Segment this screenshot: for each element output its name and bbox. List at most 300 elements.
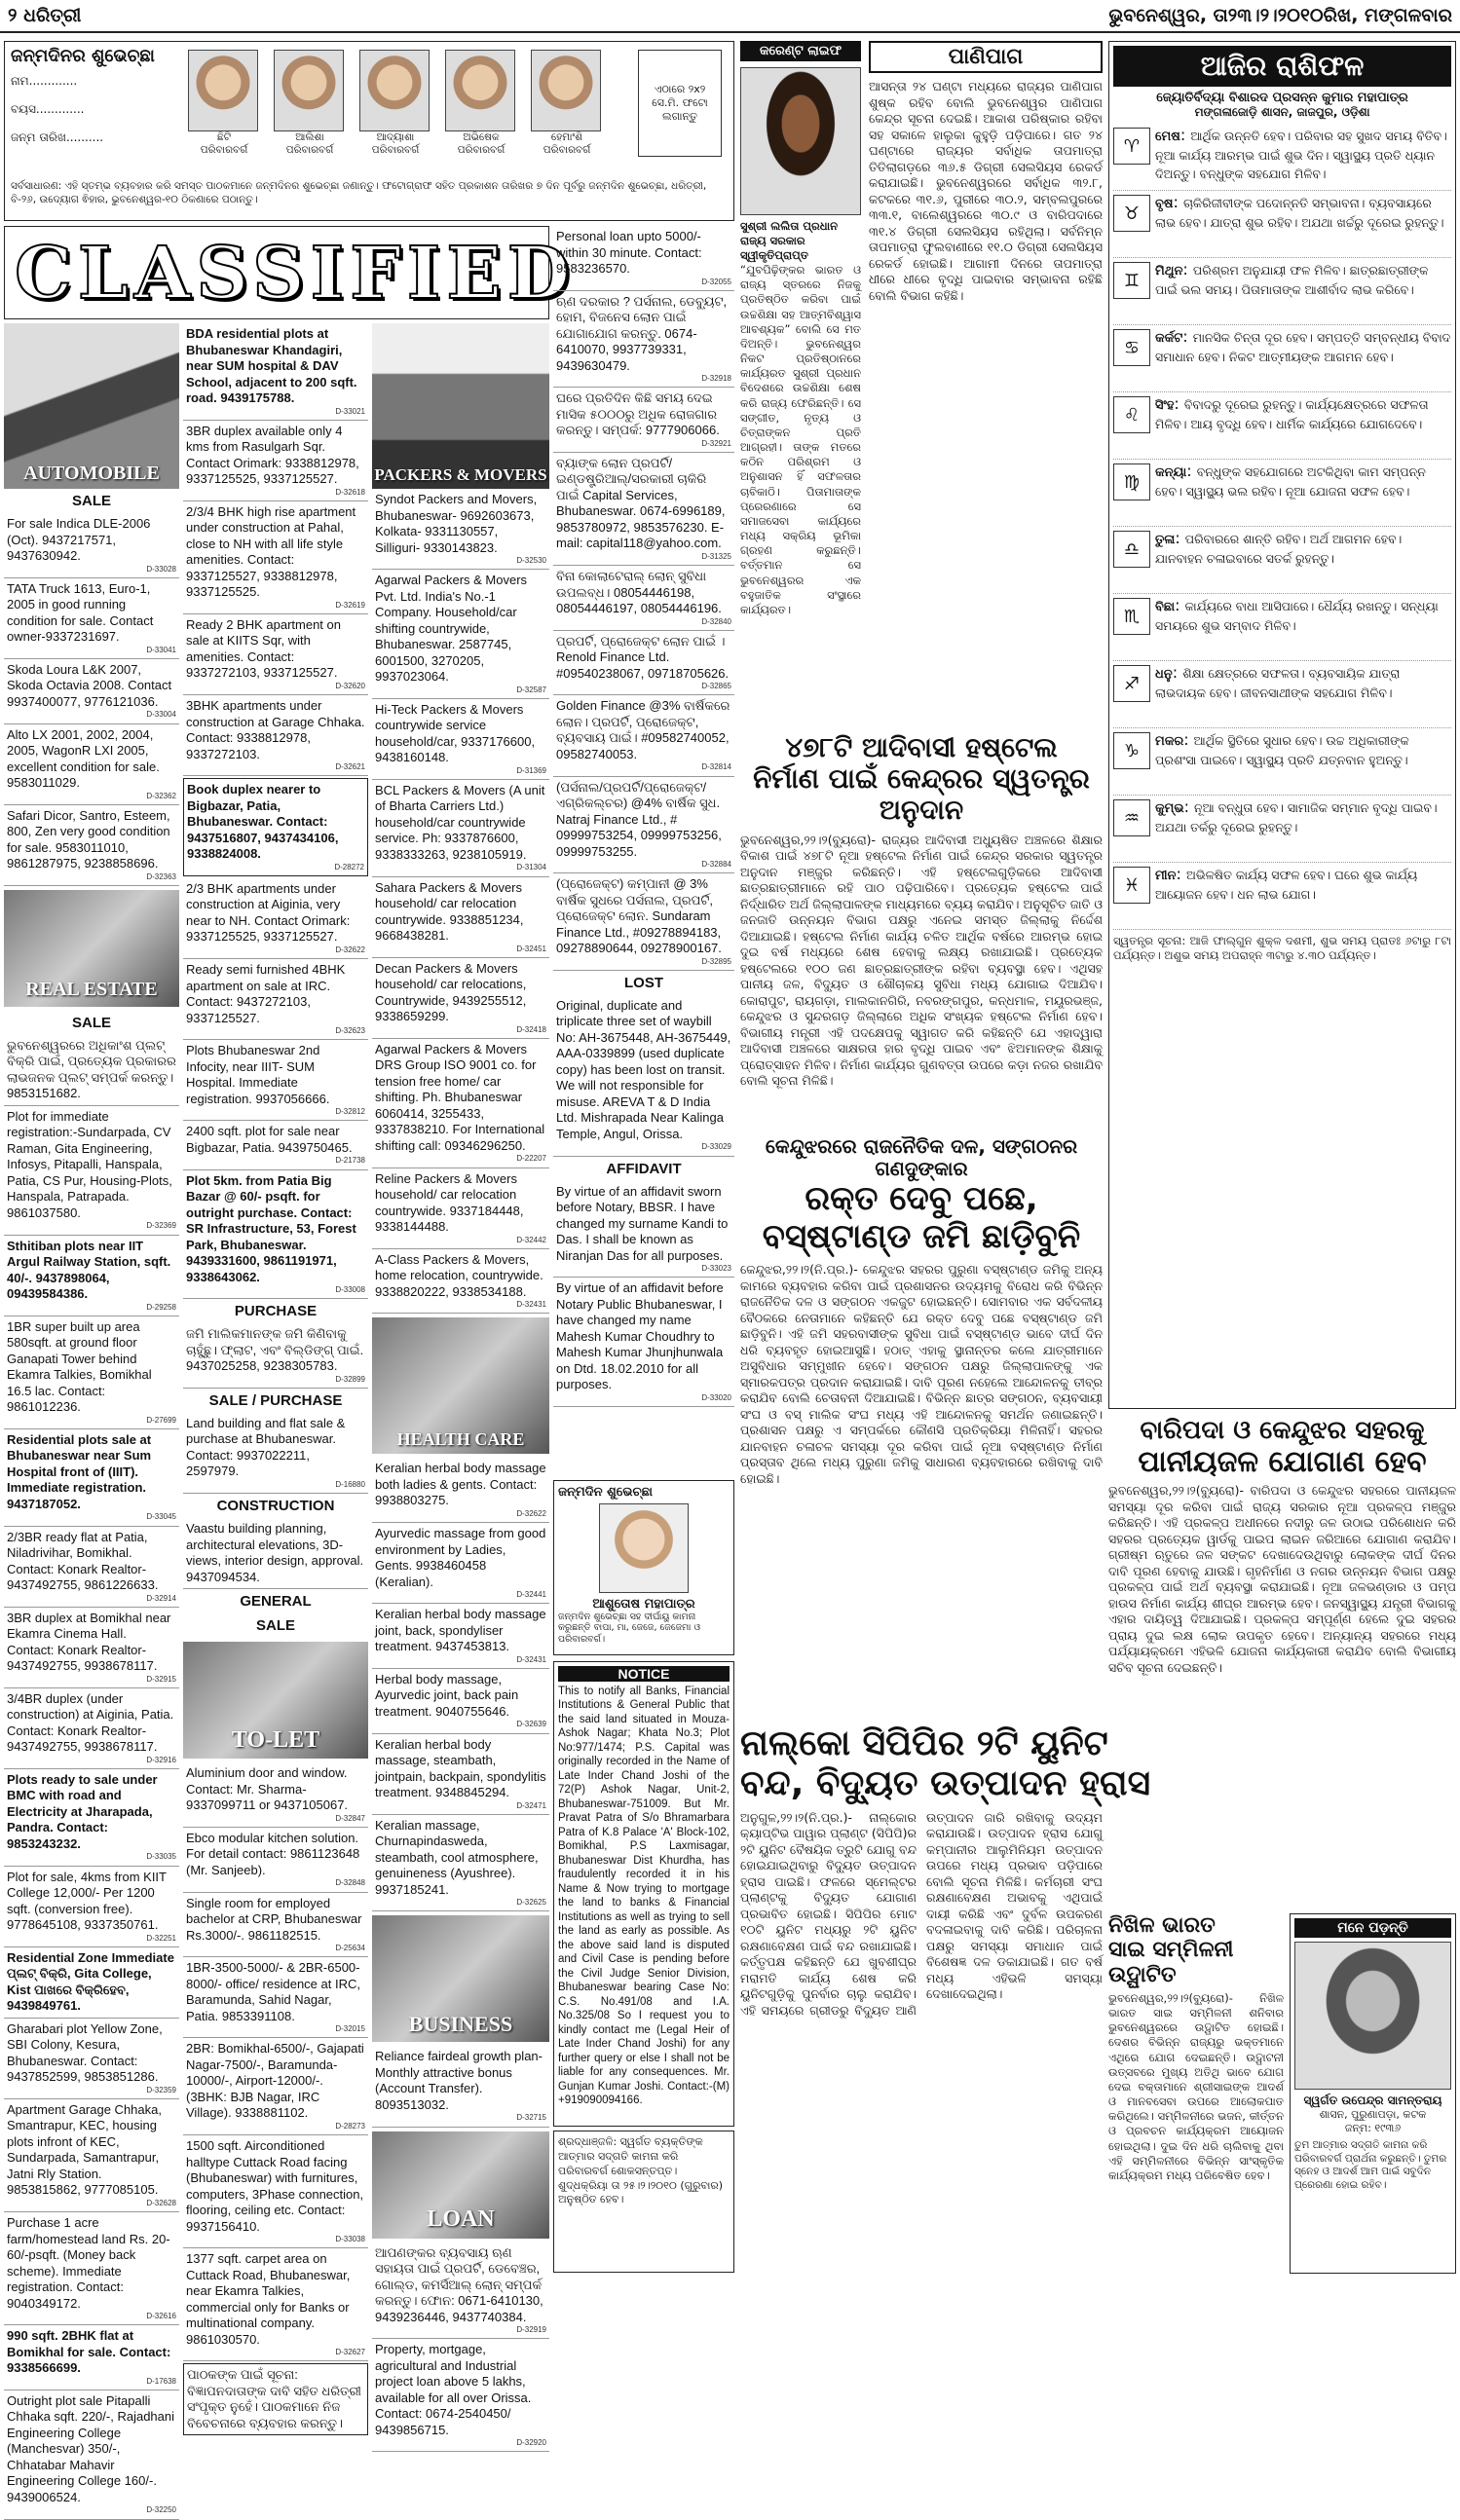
- horoscope-entry: ♋ କର୍କଟ: ମାନସିକ ଚିନ୍ତା ଦୂର ହେବ। ସମ୍ପତ୍ତି ସମ୍ବନ୍ଧୀୟ ବିବାଦ ସମାଧାନ ହେବ। ନିକଟ ଆତ୍ମୀୟଙ୍କ ଆଗମନ ହେବ।: [1113, 325, 1451, 392]
- ad-code: D-31304: [516, 863, 546, 872]
- ad-code: D-32914: [146, 1593, 176, 1603]
- birthday-child-2: ଆଲିଶା ପରିବାରବର୍ଗ: [274, 50, 346, 157]
- obituary-name: ସ୍ୱର୍ଗତ ଉପେନ୍ଦ୍ର ସାମନ୍ତରାୟ: [1303, 2094, 1442, 2107]
- nalco-text: ଅନୁଗୁଳ,୨୨।୨(ନି.ପ୍ର.)- ନାଲ୍କୋର କ୍ୟାପ୍ଟିଭ ପାୱାର ପ୍ଲାଣ୍ଟ (ସିପିପି)ର ୨ଟି ୟୁନିଟ ବୈଷୟିକ ତ୍ରୁଟି ଯୋଗୁ ବନ୍ଦ ହୋଇଯାଇଥିବାରୁ ବିଦ୍ୟୁତ ଉତ୍ପାଦନ ହ୍ରାସ ପାଇଛି। ଫଳରେ ସ୍ମେଲ୍ଟର ପ୍ଲାଣ୍ଟକୁ ବିଦ୍ୟୁତ ଯୋଗାଣ ପ୍ରଭାବିତ ହୋଇଛି। ସିପିପିର ମୋଟ ୧୦ଟି ୟୁନିଟ ମଧ୍ୟରୁ ୨ଟି ୟୁନିଟ ରକ୍ଷଣାବେକ୍ଷଣ ପାଇଁ ବନ୍ଦ ରଖାଯାଇଛି। କର୍ତ୍ତୃପକ୍ଷ କହିଛନ୍ତି ଯେ ଖୁବଶୀଘ୍ର ମରାମତି କାର୍ଯ୍ୟ ଶେଷ କରି ୟୁନିଟଗୁଡ଼ିକୁ ପୁନର୍ବାର ଚାଲୁ କରାଯିବ। ଏହି ସମୟରେ ଗ୍ରୀଡରୁ ବିଦ୍ୟୁତ ଆଣି ଉତ୍ପାଦନ ଜାରି ରଖିବାକୁ ଉଦ୍ୟମ କରାଯାଉଛି। ଉତ୍ପାଦନ ହ୍ରାସ ଯୋଗୁ କମ୍ପାନୀର ଆଲୁମିନିୟମ ଉତ୍ପାଦନ ଉପରେ ମଧ୍ୟ ପ୍ରଭାବ ପଡ଼ିପାରେ ବୋଲି ସୂଚନା ମିଳିଛି। କର୍ମଚାରୀ ସଂଘ ରକ୍ଷଣାବେକ୍ଷଣ ଅଭାବକୁ ଏଥିପାଇଁ ଦାୟୀ କରିଛି ଏବଂ ଦୁର୍ବଳ ଉପକରଣ ବଦଳାଇବାକୁ ଦାବି କରିଛି। ପରିଚାଳନା ପକ୍ଷରୁ ସମସ୍ୟା ସମାଧାନ ପାଇଁ ବିଶେଷଜ୍ଞ ଦଳ ଡକାଯାଇଛି। ଗତ ବର୍ଷ ମଧ୍ୟ ଏହିଭଳି ସମସ୍ୟା ଦେଖାଦେଇଥିଲା।: [740, 1809, 1103, 2018]
- zodiac-icon: ♊: [1113, 262, 1150, 299]
- ad-code: D-33023: [701, 1264, 731, 1274]
- zodiac-name: ମୀନ: [1155, 869, 1177, 883]
- ad-code: D-32418: [516, 1024, 546, 1034]
- zodiac-name: ମେଷ: [1155, 130, 1180, 144]
- obituary-box: [1290, 1913, 1456, 2274]
- obituary-text: ତୁମ ଆତ୍ମାର ସଦ୍ଗତି କାମନା କରି ପରିବାରବର୍ଗ ପ୍ରାର୍ଥନା କରୁଛନ୍ତି। ତୁମର ସ୍ନେହ ଓ ଆଦର୍ଶ ଆମ ପାଇଁ ସବୁଦିନ ପ୍ରେରଣା ହୋଇ ରହିବ।: [1294, 2139, 1447, 2191]
- classified-ad: [553, 566, 734, 631]
- zodiac-name: ଧନୁ: [1155, 667, 1173, 682]
- weather-title: ପାଣିପାଗ: [869, 41, 1103, 73]
- horoscope-entry: ♑ ମକର: ଆର୍ଥିକ ସ୍ଥିତିରେ ସୁଧାର ହେବ। ଉଚ୍ଚ ଅଧିକାରୀଙ୍କ ପ୍ରଶଂସା ପାଇବେ। ସ୍ୱାସ୍ଥ୍ୟ ପ୍ରତି ଯତ୍ନବାନ ହୁଅନ୍ତୁ।: [1113, 728, 1451, 796]
- ad-text: ଆପଣଙ୍କର ବ୍ୟବସାୟ ଋଣ ସହାୟତା ପାଇଁ ପ୍ରପର୍ଟି, ଡେବେଞ୍ଚର, ଗୋଲ୍ଡ, କମର୍ସିଆଲ୍ ଲୋନ୍ ସମ୍ପର୍କ କରନ୍ତୁ। ଫୋନ: 0671-6410130, 9439236446, 9437740384.: [375, 2244, 543, 2324]
- keonjhar-headline-3: ବସ୍ଷ୍ଟାଣ୍ଡ ଜମି ଛାଡ଼ିବୁନି: [762, 1217, 1081, 1257]
- classified-ad: [4, 1316, 179, 1429]
- ad-code: D-33028: [146, 564, 176, 574]
- classified-ad: [4, 724, 179, 805]
- ad-code: D-32471: [516, 1800, 546, 1810]
- classified-ad: [372, 2046, 549, 2127]
- birthday-field-dob: ଜନ୍ମ ତାରିଖ..........: [11, 130, 104, 144]
- horoscope: [1108, 41, 1456, 1409]
- horoscope-entry: ♏ ବିଛା: କାର୍ଯ୍ୟରେ ବାଧା ଆସିପାରେ। ଧୈର୍ଯ୍ୟ ରଖନ୍ତୁ। ସନ୍ଧ୍ୟା ସମୟରେ ଶୁଭ ସମ୍ବାଦ ମିଳିବ।: [1113, 594, 1451, 661]
- ad-code: D-32530: [516, 556, 546, 565]
- keonjhar-story: [740, 1135, 1103, 1720]
- ad-code: D-32618: [335, 487, 365, 497]
- horoscope-entry: ♈ ମେଷ: ଆର୍ଥିକ ଉନ୍ନତି ହେବ। ପରିବାର ସହ ସୁଖଦ ସମୟ ବିତିବ। ନୂଆ କାର୍ଯ୍ୟ ଆରମ୍ଭ ପାଇଁ ଶୁଭ ଦିନ। ସ୍ୱାସ୍ଥ୍ୟ ପ୍ରତି ଧ୍ୟାନ ଦିଅନ୍ତୁ। ବନ୍ଧୁଙ୍କ ସହଯୋଗ ମିଳିବ।: [1113, 124, 1451, 191]
- classified-ad: [183, 778, 368, 876]
- zodiac-icon: ♋: [1113, 329, 1150, 366]
- ad-text: By virtue of an affidavit before Notary Public Bhubaneswar, I have changed my name Mahesh Kumar Choudhry to Mahesh Kumar Jhunjhunwala on Dtd. 18.02.2010 for all purposes.: [556, 1280, 724, 1392]
- ad-code: D-28272: [334, 862, 364, 871]
- classified-ad: [4, 1947, 179, 2019]
- ad-text: Sthitiban plots near IIT Argul Railway Station, sqft. 40/-. 9437898064, 09439584386.: [7, 1238, 171, 1302]
- zodiac-icon: ♉: [1113, 195, 1150, 232]
- ad-code: D-33035: [146, 1852, 176, 1862]
- ad-text: 3/4BR duplex (under construction) at Aiginia, Patia. Contact: Konark Realtor-9437492755, 9938678117.: [7, 1690, 174, 1755]
- classified-ad: [183, 2248, 368, 2361]
- ad-code: D-32441: [516, 1590, 546, 1600]
- birthday-child-4: ଅଭିଷେକ ପରିବାରବର୍ଗ: [445, 50, 517, 157]
- classified-ad: [183, 959, 368, 1040]
- horoscope-title: ଆଜିର ରାଶିଫଳ: [1113, 46, 1451, 87]
- loan-image: [372, 2131, 549, 2239]
- ad-code: D-32847: [335, 1813, 365, 1823]
- classified-ad: [4, 2099, 179, 2212]
- ad-text: Keralian massage, Churnapindasweda, steambath, cool atmosphere, genuineness (Ayushree). 9937185241.: [375, 1817, 539, 1897]
- classified-ad: [4, 1867, 179, 1947]
- dateline: ଭୁବନେଶ୍ୱର, ତା୨୩।୨।୨୦୧୦ରିଖ, ମଙ୍ଗଳବାର: [1108, 5, 1452, 26]
- ad-text: BCL Packers & Movers (A unit of Bharta Carriers Ltd.) household/car countrywide service. Ph: 9337876600, 9338333263, 9238105919.: [375, 782, 545, 862]
- band-label: BUSINESS: [408, 2012, 513, 2037]
- ad-text: 3BHK apartments under construction at Garage Chhaka. Contact: 9338812978, 9337272103.: [186, 698, 365, 761]
- ad-text: Golden Finance @3% ବାର୍ଷିକରେ ଲୋନ। ପ୍ରପର୍ଟି, ପ୍ରୋଜେକ୍ଟ, ବ୍ୟବସାୟ ପାଇଁ। #09582740052, 09582740053.: [556, 698, 730, 761]
- ad-code: D-32251: [146, 1933, 176, 1943]
- classified-ad: [4, 2212, 179, 2325]
- baripada-text: ଭୁବନେଶ୍ୱର,୨୨।୨(ବ୍ୟୁରୋ)- ବାରିପଦା ଓ କେନ୍ଦୁଝର ସହରରେ ପାନୀୟଜଳ ସମସ୍ୟା ଦୂର କରିବା ପାଇଁ ରାଜ୍ୟ ସରକାର ନୂଆ ପ୍ରକଳ୍ପ ମଞ୍ଜୁର କରିଛନ୍ତି। ଏହି ପ୍ରକଳ୍ପ ଅଧୀନରେ ନଦୀରୁ ଜଳ ଉଠାଇ ପରିଶୋଧନ କରି ସହରର ପ୍ରତ୍ୟେକ ୱାର୍ଡକୁ ପାଇପ ଲାଇନ ଜରିଆରେ ଯୋଗାଣ କରାଯିବ। ଗ୍ରୀଷ୍ମ ଋତୁରେ ଜଳ ସଙ୍କଟ ଦେଖାଦେଉଥିବାରୁ ଲୋକଙ୍କ ଦୀର୍ଘ ଦିନର ଦାବି ପୂରଣ ହେବାକୁ ଯାଉଛି। ଗୃହନିର୍ମାଣ ଓ ନଗର ଉନ୍ନୟନ ବିଭାଗ ପକ୍ଷରୁ ପ୍ରକଳ୍ପ ପାଇଁ ଅର୍ଥ ବ୍ୟବସ୍ଥା କରାଯାଇଛି। ନୂଆ ଜଳଭଣ୍ଡାର ଓ ପମ୍ପ ହାଉସ ନିର୍ମାଣ କାର୍ଯ୍ୟ ଶୀଘ୍ର ଆରମ୍ଭ ହେବ। ଜନସ୍ୱାସ୍ଥ୍ୟ ଯନ୍ତ୍ରୀ ବିଭାଗକୁ ଏହାର ଦାୟିତ୍ୱ ଦିଆଯାଇଛି। ପ୍ରକଳ୍ପ ସମ୍ପୂର୍ଣ୍ଣ ହେଲେ ଦୁଇ ସହରର ପ୍ରାୟ ଦୁଇ ଲକ୍ଷ ଲୋକ ଉପକୃତ ହେବେ। ଅନ୍ୟାନ୍ୟ ସହରରେ ମଧ୍ୟ ପର୍ଯ୍ୟାୟକ୍ରମେ ଏହିଭଳି ଯୋଜନା କାର୍ଯ୍ୟକାରୀ କରାଯିବ ବୋଲି ବିଭାଗୀୟ ସଚିବ ସୂଚନା ଦେଇଛନ୍ତି।: [1108, 1483, 1456, 1675]
- ad-code: D-32359: [146, 2085, 176, 2094]
- automobile-image: AUTOMOBILE: [4, 323, 179, 489]
- ad-text: Skoda Loura L&K 2007, Skoda Octavia 2008. Contact 9937400077, 9776121036.: [7, 661, 172, 709]
- ad-code: D-32812: [335, 1107, 365, 1117]
- zodiac-name: ବିଛା: [1155, 600, 1176, 614]
- ad-text: Single room for employed bachelor at CRP, Bhubaneswar Rs.3000/-. 9861182515.: [186, 1895, 362, 1943]
- classified-ad: [372, 1669, 549, 1734]
- ad-code: D-32620: [335, 681, 365, 690]
- classified-ad: [553, 1181, 734, 1279]
- ad-text: Herbal body massage, Ayurvedic joint, back pain treatment. 9040755646.: [375, 1671, 519, 1719]
- ad-text: ଜମି ମାଲିକମାନଙ୍କ ଜମି କିଣିବାକୁ ଚାହୁଁଛୁ। ଫ୍ଲାଟ, ଏବଂ ବିଲ୍ଡିଙ୍ଗ୍ ପାଇଁ. 9437025258, 9238305783.: [186, 1326, 364, 1374]
- horoscope-entry: ♐ ଧନୁ: ଶିକ୍ଷା କ୍ଷେତ୍ରରେ ସଫଳତା। ବ୍ୟବସାୟିକ ଯାତ୍ରା ଲାଭଦାୟକ ହେବ। ଜୀବନସାଥୀଙ୍କ ସହଯୋଗ ମିଳିବ।: [1113, 661, 1451, 728]
- ad-text: Plot for immediate registration:-Sundarpada, CV Raman, Gita Engineering, Infosys, Pitapalli, Hanspala, Patia, CS Pur, Housing-Plots, Hanspala, Patrapada. 9861037580.: [7, 1108, 172, 1220]
- ad-text: 2/3/4 BHK high rise apartment under construction at Pahal, close to NH with all life style amenities. Contact: 9337125527, 9338812978, 9337125525.: [186, 503, 356, 600]
- classified-ad: [372, 1039, 549, 1168]
- band-label: LOAN: [427, 2206, 495, 2233]
- nalco-headline-1: ନାଲ୍କୋ ସିପିପିର ୨ଟି ୟୁନିଟ: [740, 1723, 1108, 1763]
- classified-ad: [372, 877, 549, 958]
- ad-text: Ayurvedic massage from good environment by Ladies, Gents. 9938460458 (Keralian).: [375, 1526, 546, 1589]
- ad-text: 3BR duplex available only 4 kms from Rasulgarh Sqr. Contact Orimark: 9338812978, 9337125525, 9337125527.: [186, 423, 359, 487]
- small-obituary-text: ଶ୍ରଦ୍ଧାଞ୍ଜଳି: ସ୍ୱର୍ଗତ ବ୍ୟକ୍ତିଙ୍କ ଆତ୍ମାର ସଦ୍ଗତି କାମନା କରି ପରିବାରବର୍ଗ ଶୋକସନ୍ତପ୍ତ। ଶୁଦ୍ଧକ୍ରିୟା ତା ୨୫।୨।୨୦୧୦ (ଗୁରୁବାର) ଅନୁଷ୍ଠିତ ହେବ।: [558, 2135, 724, 2206]
- ad-text: Aluminium door and window. Contact: Mr. Sharma-9337099711 or 9437105067.: [186, 1765, 349, 1813]
- classified-ad: [553, 291, 734, 389]
- zodiac-name: ମିଥୁନ: [1155, 264, 1183, 278]
- ad-code: D-33029: [701, 1142, 731, 1152]
- child-photo: [359, 50, 430, 131]
- child-photo: [445, 50, 515, 131]
- zodiac-icon: ♍: [1113, 463, 1150, 500]
- packers-movers-image: PACKERS & MOVERS: [372, 323, 549, 489]
- ad-text: ପାଠକଙ୍କ ପାଇଁ ସୂଚନା: ବିଜ୍ଞାପନଦାତାଙ୍କ ଦାବି ସହିତ ଧରିତ୍ରୀ ସଂପୃକ୍ତ ନୁହେଁ। ପାଠକମାନେ ନିଜ ବିବେଚନାରେ ବ୍ୟବହାର କରନ୍ତୁ।: [187, 2367, 362, 2430]
- classified-ad: [4, 513, 179, 578]
- ad-code: D-32895: [701, 956, 731, 966]
- zodiac-name: ତୁଳା: [1155, 533, 1176, 547]
- ad-code: D-32628: [146, 2198, 176, 2207]
- ad-code: D-33004: [146, 710, 176, 720]
- classified-ad: [553, 995, 734, 1157]
- ad-text: Apartment Garage Chhaka, Smantrapur, KEC, housing plots infront of KEC, Sundarpada, Samantrapur, Jatni Rly Station. 9853815862, 9777085105.: [7, 2101, 162, 2198]
- ad-text: Ready semi furnished 4BHK apartment on sale at IRC. Contact: 9437272103, 9337125527.: [186, 962, 346, 1025]
- ad-code: D-28273: [335, 2121, 365, 2131]
- current-life-photo: [740, 67, 861, 215]
- classified-title: CLASSIFIED: [15, 232, 576, 315]
- ad-text: Book duplex nearer to Bigbazar, Patia, Bhubaneswar. Contact: 9437516807, 9437434106, 9338824008.: [187, 782, 339, 862]
- notice-text: This to notify all Banks, Financial Institutions & General Public that the said land situated in Mouza-Ashok Nagar; Khata No.3; Plot No:977/1474; P.S. Capital was originally recorded in the Name of Late Inder Chand Joshi of the 72(P) Ashok Nagar, Unit-2, Bhubaneswar-751009. But Mr. Pravat Patra of S/o Bhramarbara Patra of K.8 Palace 'A' Block-102, Bomikhal, P.S Laxmisagar, Bhubaneswar Dist Khurdha, has fraudulently recorded it in his Name & Now trying to mortgage the land to banks & Financial Institutions as well as trying to sell the land as early as possible. As the above said land is disputed and Civil Case is pending before the Civil Judge Senior Division, Bhubaneswar bearing Case No: C.S. No.491/08 and I.A. No.325/08 So I request you to kindly contact me (Legal Heir of Late Inder Chand Joshi) for any further query or else I shall not be liable for any consequences. Mr. Gunjan Kumar Joshi. Contact:-(M) +919090094166.: [558, 1686, 730, 2107]
- baripada-headline-1: ବାରିପଦା ଓ କେନ୍ଦୁଝର ସହରକୁ: [1140, 1416, 1425, 1445]
- keonjhar-headline-1: କେନ୍ଦୁଝରରେ ରାଜନୈତିକ ଦଳ, ସଙ୍ଗଠନର ଗଣଦୁଙ୍କାର: [765, 1134, 1078, 1180]
- zodiac-icon: ♑: [1113, 732, 1150, 769]
- real-estate-image: [4, 890, 179, 1007]
- sai-text: ଭୁବନେଶ୍ୱର,୨୨।୨(ବ୍ୟୁରୋ)- ନିଖିଳ ଭାରତ ସାଇ ସମ୍ମିଳନୀ ଶନିବାର ଭୁବନେଶ୍ୱରରେ ଉଦ୍ଘାଟିତ ହୋଇଛି। ଦେଶର ବିଭିନ୍ନ ରାଜ୍ୟରୁ ଭକ୍ତମାନେ ଏଥିରେ ଯୋଗ ଦେଇଛନ୍ତି। ଉଦ୍ଘାଟନୀ ଉତ୍ସବରେ ମୁଖ୍ୟ ଅତିଥି ଭାବେ ଯୋଗ ଦେଇ ବକ୍ତାମାନେ ଶ୍ରୀସାଇଙ୍କ ଆଦର୍ଶ ଓ ମାନବସେବା ଉପରେ ଆଲୋକପାତ କରିଥିଲେ। ସମ୍ମିଳନୀରେ ଭଜନ, କୀର୍ତ୍ତନ ଓ ପ୍ରବଚନ କାର୍ଯ୍ୟକ୍ରମ ଆୟୋଜନ ହୋଇଥିଲା। ଦୁଇ ଦିନ ଧରି ଚାଲିବାକୁ ଥିବା ଏହି ସମ୍ମିଳନୀରେ ବିଭିନ୍ନ ସାଂସ୍କୃତିକ କାର୍ଯ୍ୟକ୍ରମ ମଧ୍ୟ ପରିବେଷିତ ହେବ।: [1108, 1990, 1284, 2182]
- classified-ad: [4, 1236, 179, 1316]
- classified-ad: [372, 958, 549, 1039]
- ad-text: Plots Bhubaneswar 2nd Infocity, near IIIT- SUM Hospital. Immediate registration. 9937056666.: [186, 1043, 330, 1106]
- horoscope-byline-1: ଜ୍ୟୋତିର୍ବିଦ୍ୟା ବିଶାରଦ ପ୍ରସନ୍ନ କୁମାର ମହାପାତ୍ର: [1156, 91, 1408, 105]
- classified-ad: [372, 2339, 549, 2452]
- zodiac-icon: ♈: [1113, 128, 1150, 165]
- ad-code: D-32621: [335, 762, 365, 772]
- classified-ad: [372, 1458, 549, 1523]
- classified-ad: [183, 2135, 368, 2248]
- health-care-image: [372, 1317, 549, 1454]
- notice-box: [553, 1661, 734, 2127]
- ad-text: Ebco modular kitchen solution. For detail contact: 9861123648 (Mr. Sanjeeb).: [186, 1830, 360, 1877]
- ad-text: Alto LX 2001, 2002, 2004, 2005, WagonR LXI 2005, excellent condition for sale. 9583011029.: [7, 726, 160, 791]
- small-obituary-box: [553, 2131, 734, 2273]
- classified-ad: [372, 570, 549, 699]
- classified-col-2: [183, 323, 368, 2430]
- section-heading: PURCHASE: [234, 1303, 318, 1320]
- ad-text: 1500 sqft. Airconditioned halltype Cuttack Road facing (Bhubaneswar) with furnitures, computers, 3Phase connection, flooring, ceiling etc. Contact: 9937156410.: [186, 2138, 364, 2234]
- classified-ad: [183, 1323, 368, 1389]
- ad-code: D-32015: [335, 2024, 365, 2034]
- small-birthday-photo: [599, 1503, 689, 1593]
- small-birthday-box: [553, 1480, 734, 1655]
- classified-ad: [372, 780, 549, 877]
- zodiac-text: ଆର୍ଥିକ ଉନ୍ନତି ହେବ। ପରିବାର ସହ ସୁଖଦ ସମୟ ବିତିବ। ନୂଆ କାର୍ଯ୍ୟ ଆରମ୍ଭ ପାଇଁ ଶୁଭ ଦିନ। ସ୍ୱାସ୍ଥ୍ୟ ପ୍ରତି ଧ୍ୟାନ ଦିଅନ୍ତୁ। ବନ୍ଧୁଙ୍କ ସହଯୋଗ ମିଳିବ।: [1155, 129, 1447, 181]
- zodiac-icon: ♐: [1113, 665, 1150, 702]
- classified-ad: [553, 1278, 734, 1407]
- ad-text: Plot for sale, 4kms from KIIT College 12,000/- Per 1200 sqft. (conversion free). 9778645108, 9337350761.: [7, 1869, 167, 1933]
- hostel-headline-1: ୪୭୮ଟି ଆଦିବାସୀ ହଷ୍ଟେଲ: [785, 731, 1058, 763]
- ad-code: D-16880: [335, 1479, 365, 1489]
- classified-ad: [183, 501, 368, 614]
- zodiac-text: ବନ୍ଧୁଙ୍କ ସହଯୋଗରେ ଅଟକିଥିବା କାମ ସମ୍ପନ୍ନ ହେବ। ସ୍ୱାସ୍ଥ୍ୟ ଭଲ ରହିବ। ନୂଆ ଯୋଜନା ସଫଳ ହେବ।: [1155, 464, 1426, 499]
- ad-text: Vaastu building planning, architectural elevations, 3D-views, interior design, approval. 9437094534.: [186, 1521, 364, 1584]
- ad-text: Syndot Packers and Movers, Bhubaneswar- 9692603673, Kolkata- 9331130557, Silliguri- 9330143823.: [375, 492, 538, 555]
- section-heading: CONSTRUCTION: [216, 1498, 335, 1515]
- ad-code: D-32622: [335, 945, 365, 954]
- ad-text: A-Class Packers & Movers, home relocation, countrywide. 9338820222, 9338534188.: [375, 1251, 543, 1299]
- classified-ad: [553, 873, 734, 971]
- section-heading: GENERAL: [240, 1593, 312, 1611]
- ad-code: D-32587: [516, 685, 546, 694]
- birthday-notice: ସର୍ବସାଧାରଣ: ଏହି ସ୍ତମ୍ଭ ବ୍ୟବହାର କରି ସମସ୍ତ ପାଠକମାନେ ଜନ୍ମଦିନର ଶୁଭେଚ୍ଛା ଜଣାନ୍ତୁ। ଫଟୋଗ୍ରାଫ ସହିତ ପ୍ରକାଶନ ତାରିଖର ୭ ଦିନ ପୂର୍ବରୁ ଜନ୍ମଦିନ ଶୁଭେଚ୍ଛା, ଧରିତ୍ରୀ, ବି-୨୬, ଉଦ୍ୟୋଗ ଵିହାର, ଭୁବନେଶ୍ୱର-୧୦ ଠିକଣାରେ ପଠାନ୍ତୁ।: [11, 180, 707, 205]
- zodiac-text: ଶିକ୍ଷା କ୍ଷେତ୍ରରେ ସଫଳତା। ବ୍ୟବସାୟିକ ଯାତ୍ରା ଲାଭଦାୟକ ହେବ। ଜୀବନସାଥୀଙ୍କ ସହଯୋଗ ମିଳିବ।: [1155, 666, 1401, 700]
- classified-ad: [372, 1604, 549, 1669]
- ad-text: (ପ୍ରୋଜେକ୍ଟ) କମ୍ପାନୀ @ 3% ବାର୍ଷିକ ସୁଧରେ ପର୍ସନାଲ, ପ୍ରପର୍ଟି, ପ୍ରୋଜେକ୍ଟ ଲୋନ. Sundaram Finance Ltd., #09278894183, 09278890644, 09278900167.: [556, 876, 722, 956]
- ad-text: Original, duplicate and triplicate three set of waybill No: AH-3675448, AH-3675449, AAA-0339899 (used duplicate copy) has been lost on transit. We will not responsible for misuse. AREVA T & D India Ltd. Mishrapada Near Kalinga Temple, Angul, Orissa.: [556, 997, 731, 1141]
- classified-col-4: [553, 226, 734, 1657]
- sai-story: [1108, 1913, 1284, 2274]
- section-heading: SALE / PURCHASE: [208, 1391, 343, 1409]
- ad-code: D-32916: [146, 1755, 176, 1764]
- ad-code: D-33008: [335, 1285, 365, 1295]
- classified-ad: [183, 1121, 368, 1169]
- ad-text: Plots ready to sale under BMC with road and Electricity at Jharapada, Pandra. Contact: 9853243232.: [7, 1771, 158, 1851]
- zodiac-icon: ♏: [1113, 598, 1150, 635]
- ad-code: D-32848: [335, 1878, 365, 1888]
- birthday-child-5: ହେମାଂଶି ପରିବାରବର୍ଗ: [531, 50, 603, 157]
- ad-text: 2400 sqft. plot for sale near Bigbazar, Patia. 9439750465.: [186, 1124, 353, 1155]
- zodiac-icon: ♓: [1113, 867, 1150, 904]
- classified-ad: [372, 1734, 549, 1815]
- ad-code: D-29258: [146, 1302, 176, 1312]
- ad-code: D-32363: [146, 871, 176, 881]
- classified-ad: [183, 1040, 368, 1121]
- ad-text: 1BR-3500-5000/- & 2BR-6500-8000/- office/ residence at IRC, Baramunda, Sahid Nagar, Patia. 9853391108.: [186, 1960, 360, 2023]
- classified-ad: [553, 226, 734, 291]
- classified-ad: [4, 1688, 179, 1769]
- zodiac-icon: ♌: [1113, 396, 1150, 433]
- ad-text: By virtue of an affidavit sworn before Notary, BBSR. I have changed my surname Kandi to Das. I shall be known as Niranjan Das for all purposes.: [556, 1183, 729, 1263]
- ad-code: D-32921: [701, 438, 731, 448]
- zodiac-name: ବୃଷ: [1155, 197, 1174, 211]
- zodiac-text: ମାନସିକ ଚିନ୍ତା ଦୂର ହେବ। ସମ୍ପତ୍ତି ସମ୍ବନ୍ଧୀୟ ବିବାଦ ସମାଧାନ ହେବ। ନିକଟ ଆତ୍ମୀୟଙ୍କ ଆଗମନ ହେବ।: [1155, 330, 1451, 364]
- classified-ad: [553, 631, 734, 696]
- zodiac-name: ମକର: [1155, 734, 1184, 749]
- ad-code: D-32715: [516, 2113, 546, 2123]
- ad-text: Plot 5km. from Patia Big Bazar @ 60/- psqft. for outright purchase. Contact: SR Infrastructure, 53, Forest Park, Bhubaneswar. 9439331600, 9861191971, 9338643062.: [186, 1172, 356, 1284]
- ad-text: Residential plots sale at Bhubaneswar near Sum Hospital front of (IIIT). Immediate registration. 9437187052.: [7, 1431, 152, 1511]
- ad-code: D-32918: [701, 374, 731, 384]
- ad-code: D-32627: [335, 2348, 365, 2357]
- zodiac-text: ନୂଆ ବନ୍ଧୁତା ହେବ। ସାମାଜିକ ସମ୍ମାନ ବୃଦ୍ଧି ପାଇବ। ଅଯଥା ତର୍କରୁ ଦୂରେଇ ରୁହନ୍ତୁ।: [1155, 800, 1438, 834]
- photo-placeholder: ଏଠାରେ ୨x୨ ସେ.ମି. ଫଟୋ ଲଗାନ୍ତୁ: [638, 50, 722, 157]
- ad-text: Gharabari plot Yellow Zone, SBI Colony, Kesura, Bhubaneswar. Contact: 9437852599, 9853851286.: [7, 2020, 163, 2085]
- ad-text: Keralian herbal body massage, steambath, jointpain, backpain, spondylitis treatment. 9348845294.: [375, 1736, 546, 1800]
- ad-text: Agarwal Packers & Movers DRS Group ISO 9001 co. for tension free home/ car shifting. Ph. Bhubaneswar 6060414, 3255433, 9337838210. For International shifting call: 09346296250.: [375, 1041, 545, 1153]
- classified-ad: [183, 695, 368, 776]
- horoscope-entry: ♎ ତୁଳା: ପରିବାରରେ ଶାନ୍ତି ରହିବ। ଅର୍ଥ ଆଗମନ ହେବ। ଯାନବାହନ ଚଳାଇବାରେ ସତର୍କ ରୁହନ୍ତୁ।: [1113, 527, 1451, 594]
- ad-code: D-21738: [335, 1156, 365, 1166]
- child-photo: [188, 50, 258, 131]
- weather: [869, 41, 1103, 727]
- classified-ad: [553, 695, 734, 776]
- classified-ad: [4, 1769, 179, 1867]
- ad-text: Agarwal Packers & Movers Pvt. Ltd. India's No.-1 Company. Household/car shifting countrywide, Bhubaneswar. 2587745, 6001500, 3270205, 9937023064.: [375, 573, 528, 685]
- horoscope-entry: ♒ କୁମ୍ଭ: ନୂଆ ବନ୍ଧୁତା ହେବ। ସାମାଜିକ ସମ୍ମାନ ବୃଦ୍ଧି ପାଇବ। ଅଯଥା ତର୍କରୁ ଦୂରେଇ ରୁହନ୍ତୁ।: [1113, 796, 1451, 863]
- ad-code: D-32362: [146, 791, 176, 800]
- small-birthday-title: ଜନ୍ମଦିନ ଶୁଭେଚ୍ଛା: [558, 1485, 653, 1500]
- ad-code: D-31325: [701, 551, 731, 561]
- ad-text: Safari Dicor, Santro, Esteem, 800, Zen very good condition for sale. 9583011010, 9861287975, 9238858696.: [7, 807, 170, 871]
- section-heading: AFFIDAVIT: [606, 1160, 682, 1177]
- birthday-title: ଜନ୍ମଦିନର ଶୁଭେଚ୍ଛା: [11, 46, 155, 66]
- ad-text: 990 sqft. 2BHK flat at Bomikhal for sale. Contact: 9338566699.: [7, 2328, 171, 2376]
- ad-code: D-32899: [335, 1374, 365, 1384]
- classified-ad: [372, 489, 549, 570]
- keonjhar-text: କେନ୍ଦୁଝର,୨୨।୨(ନି.ପ୍ର.)- କେନ୍ଦୁଝର ସହରର ପୁରୁଣା ବସ୍ଷ୍ଟାଣ୍ଡ ଜମିକୁ ଅନ୍ୟ କାମରେ ବ୍ୟବହାର କରିବା ପାଇଁ ପ୍ରଶାସନର ଉଦ୍ୟମକୁ ବିରୋଧ କରି ବିଭିନ୍ନ ରାଜନୈତିକ ଦଳ ଓ ସଙ୍ଗଠନ ଏକଜୁଟ ହୋଇଛନ୍ତି। ସୋମବାର ଏକ ସର୍ବଦଳୀୟ ବୈଠକରେ ନେତାମାନେ କହିଛନ୍ତି ଯେ ରକ୍ତ ଦେବୁ ପଛେ ବସ୍ଷ୍ଟାଣ୍ଡ ଜମି ଛାଡ଼ିବୁନି। ଏହି ଜମି ସହରବାସୀଙ୍କ ସୁବିଧା ପାଇଁ ବସ୍ଷ୍ଟାଣ୍ଡ ଭାବେ ଦୀର୍ଘ ଦିନ ଧରି ବ୍ୟବହୃତ ହୋଇଆସୁଛି। ହଠାତ୍ ଏହାକୁ ସ୍ଥାନାନ୍ତର କଲେ ଯାତ୍ରୀମାନେ ଅସୁବିଧାର ସମ୍ମୁଖୀନ ହେବେ। ସଙ୍ଗଠନ ପକ୍ଷରୁ ଜିଲ୍ଲାପାଳଙ୍କୁ ଏକ ସ୍ମାରକପତ୍ର ପ୍ରଦାନ କରାଯାଇଛି। ଦାବି ପୂରଣ ନହେଲେ ଆନ୍ଦୋଳନକୁ ତୀବ୍ର କରାଯିବ ବୋଲି ଚେତାବନୀ ଦିଆଯାଇଛି। ବିଭିନ୍ନ ଛାତ୍ର ସଙ୍ଗଠନ, ବ୍ୟବସାୟୀ ସଂଘ ଓ ବସ୍ ମାଲିକ ସଂଘ ମଧ୍ୟ ଏହି ଆନ୍ଦୋଳନକୁ ସମର୍ଥନ ଜଣାଇଛନ୍ତି। ପ୍ରଶାସନ ପକ୍ଷରୁ ଏ ସମ୍ପର୍କରେ କୌଣସି ପ୍ରତିକ୍ରିୟା ମିଳିନାହିଁ। ସହରର ଯାନବାହନ ଚଳାଚଳ ସମସ୍ୟା ଦୂର କରିବା ପାଇଁ ନୂଆ ବସ୍ଷ୍ଟାଣ୍ଡ ନିର୍ମାଣ ପ୍ରସ୍ତାବ ଥିଲେ ମଧ୍ୟ ପୁରୁଣା ଜମିକୁ ସାଧାରଣ ବ୍ୟବହାରରେ ରଖିବାକୁ ଦାବି ହୋଇଛି।: [740, 1262, 1103, 1486]
- zodiac-text: ପରିବାରରେ ଶାନ୍ତି ରହିବ। ଅର୍ଥ ଆଗମନ ହେବ। ଯାନବାହନ ଚଳାଇବାରେ ସତର୍କ ରୁହନ୍ତୁ।: [1155, 532, 1403, 566]
- ad-code: D-32616: [146, 2312, 176, 2321]
- horoscope-footer: ସ୍ୱତନ୍ତ୍ର ସୂଚନା: ଆଜି ଫାଲ୍ଗୁନ ଶୁକ୍ଳ ଦଶମୀ, ଶୁଭ ସମୟ ପ୍ରାତଃ ୬ଟାରୁ ୮ଟା ପର୍ଯ୍ୟନ୍ତ। ଅଶୁଭ ସମୟ ଅପରାହ୍ନ ୩ଟାରୁ ୪.୩୦ ପର୍ଯ୍ୟନ୍ତ।: [1113, 934, 1451, 963]
- notice-title: NOTICE: [558, 1666, 730, 1682]
- weather-text: ଆସନ୍ତା ୨୪ ଘଣ୍ଟା ମଧ୍ୟରେ ରାଜ୍ୟର ପାଣିପାଗ ଶୁଷ୍କ ରହିବ ବୋଲି ଭୁବନେଶ୍ୱର ପାଣିପାଗ କେନ୍ଦ୍ର ସୂଚନା ଦେଇଛି। ଆକାଶ ପରିଷ୍କାର ରହିବା ସହ ସକାଳେ ହାଲୁକା କୁହୁଡ଼ି ପଡ଼ିପାରେ। ଗତ ୨୪ ଘଣ୍ଟାରେ ରାଜ୍ୟର ସର୍ବାଧିକ ତାପମାତ୍ରା ତିତିଲାଗଡ଼ରେ ୩୬.୫ ଡିଗ୍ରୀ ସେଲସିୟସ ରେକର୍ଡ କରାଯାଇଛି। ଭୁବନେଶ୍ୱରରେ ସର୍ବାଧିକ ୩୨.୮, କଟକରେ ୩୧.୬, ପୁରୀରେ ୩୦.୨, ସମ୍ବଲପୁରରେ ୩୩.୧, ବାଲେଶ୍ୱରରେ ୩୦.୯ ଓ ବାରିପଦାରେ ୩୧.୪ ଡିଗ୍ରୀ ସେଲସିୟସ ରହିଥିଲା। ସର୍ବନିମ୍ନ ତାପମାତ୍ରା ଫୁଲବାଣୀରେ ୧୧.୦ ଡିଗ୍ରୀ ସେଲସିୟସ ରେକର୍ଡ ହୋଇଛି। ଆଗାମୀ ଦିନରେ ତାପମାତ୍ରା ଧୀରେ ଧୀରେ ବୃଦ୍ଧି ପାଇବାର ସମ୍ଭାବନା ରହିଛି ବୋଲି ବିଭାଗ କହିଛି।: [869, 79, 1103, 303]
- classified-ad: [4, 2390, 179, 2520]
- classified-ad: [183, 1413, 368, 1494]
- classified-ad: [183, 1957, 368, 2038]
- horoscope-entry: ♍ କନ୍ୟା: ବନ୍ଧୁଙ୍କ ସହଯୋଗରେ ଅଟକିଥିବା କାମ ସମ୍ପନ୍ନ ହେବ। ସ୍ୱାସ୍ଥ୍ୟ ଭଲ ରହିବ। ନୂଆ ଯୋଜନା ସଫଳ ହେବ।: [1113, 460, 1451, 527]
- classified-ad: [183, 421, 368, 501]
- birthday-child-3: ଆଦ୍ୟାଶା ପରିବାରବର୍ଗ: [359, 50, 431, 157]
- classified-ad: [4, 578, 179, 659]
- ad-code: D-32884: [701, 860, 731, 870]
- page-number: ୨ ଧରିତ୍ରୀ: [8, 5, 82, 26]
- business-image: [372, 1915, 549, 2042]
- ad-code: D-32451: [516, 944, 546, 953]
- classified-ad: [183, 1170, 368, 1300]
- classified-ad: [183, 1762, 368, 1828]
- classified-ad: [183, 2363, 368, 2435]
- horoscope-entry: ♓ ମୀନ: ଅଭିଳଷିତ କାର୍ଯ୍ୟ ସଫଳ ହେବ। ଘରେ ଶୁଭ କାର୍ଯ୍ୟ ଆୟୋଜନ ହେବ। ଧନ ଲାଭ ଯୋଗ।: [1113, 863, 1451, 930]
- current-life-text: “ଯୁବପିଢ଼ିଙ୍କର ଭାରତ ଓ ରାଜ୍ୟ ସ୍ତରରେ ନିଜକୁ ପ୍ରତିଷ୍ଠିତ କରିବା ପାଇଁ ଉଚ୍ଚଶିକ୍ଷା ସହ ଆତ୍ମବିଶ୍ୱାସ ଆବଶ୍ୟକ” ବୋଲି ସେ ମତ ଦିଅନ୍ତି। ଭୁବନେଶ୍ୱର ନିକଟ ପ୍ରତିଷ୍ଠାନରେ କାର୍ଯ୍ୟରତ ସୁଶ୍ରୀ ପ୍ରଧାନ ବିଦେଶରେ ଉଚ୍ଚଶିକ୍ଷା ଶେଷ କରି ରାଜ୍ୟ ଫେରିଛନ୍ତି। ସେ ସଙ୍ଗୀତ, ନୃତ୍ୟ ଓ ଚିତ୍ରାଙ୍କନ ପ୍ରତି ଆଗ୍ରହୀ। ତାଙ୍କ ମତରେ କଠିନ ପରିଶ୍ରମ ଓ ଅନୁଶାସନ ହିଁ ସଫଳତାର ଚାବିକାଠି। ପିତାମାତାଙ୍କ ପ୍ରେରଣାରେ ସେ ସମାଜସେବା କାର୍ଯ୍ୟରେ ମଧ୍ୟ ସକ୍ରିୟ ଭୂମିକା ଗ୍ରହଣ କରୁଛନ୍ତି। ବର୍ତ୍ତମାନ ସେ ଭୁବନେଶ୍ୱରର ଏକ ବହୁଜାତିକ ସଂସ୍ଥାରେ କାର୍ଯ୍ୟରତ।: [740, 263, 861, 616]
- baripada-headline-2: ପାନୀୟଜଳ ଯୋଗାଣ ହେବ: [1138, 1444, 1427, 1479]
- ad-text: ଋଣ ଦରକାର ? ପର୍ସନାଲ, ଡେବ୍ୟୁଟ, ହୋମ, ବିଜନେସ ଲୋନ ପାଇଁ ଯୋଗାଯୋଗ କରନ୍ତୁ. 0674-6410070, 9937739331, 9439630479.: [556, 293, 728, 373]
- keonjhar-headline-2: ରକ୍ତ ଦେବୁ ପଛେ,: [805, 1179, 1038, 1218]
- zodiac-text: ଆର୍ଥିକ ସ୍ଥିତିରେ ସୁଧାର ହେବ। ଉଚ୍ଚ ଅଧିକାରୀଙ୍କ ପ୍ରଶଂସା ପାଇବେ। ସ୍ୱାସ୍ଥ୍ୟ ପ୍ରତି ଯତ୍ନବାନ ହୁଅନ୍ତୁ।: [1155, 733, 1409, 767]
- section-heading: SALE: [71, 493, 111, 509]
- ad-text: 1377 sqft. carpet area on Cuttack Road, Bhubaneswar, near Ekamra Talkies, commercial only for Banks or multinational company. 9861030570.: [186, 2251, 351, 2347]
- zodiac-icon: ♎: [1113, 531, 1150, 568]
- classified-ad: [553, 388, 734, 453]
- to-let-image: [183, 1642, 368, 1759]
- ad-text: Keralian herbal body massage joint, back, spondyliser treatment. 9437453813.: [375, 1607, 546, 1654]
- birthday-child-1: ଛିଟି ପରିବାରବର୍ଗ: [188, 50, 260, 157]
- band-label: HEALTH CARE: [396, 1428, 525, 1449]
- section-heading: SALE: [71, 1014, 111, 1031]
- obituary-place: ଶାସନ, ପୁରୁଣାପଡ଼ା, କଟକ: [1319, 2108, 1427, 2121]
- obituary-dates: ଜନ୍ମ: ୧୯୩୬: [1344, 2122, 1402, 2134]
- ad-code: D-32915: [146, 1674, 176, 1684]
- ad-code: D-27699: [146, 1415, 176, 1425]
- ad-text: ବ୍ୟାଙ୍କ ଲୋନ ପ୍ରପର୍ଟି/ଇଣ୍ଡଷ୍ଟ୍ରିଆଲ୍/ସରକାରୀ ଚାକିରି ପାଇଁ Capital Services, Bhubaneswar. 0674-6996189, 9853780972, 9853576230. E-mail: capital118@yahoo.com.: [556, 455, 726, 551]
- ad-text: Reline Packers & Movers household/ car relocation countrywide. 9337184448, 9338144488.: [375, 1170, 524, 1235]
- ad-text: 1BR super built up area 580sqft. at ground floor Ganapati Tower behind Ekamra Talkies, Bomikhal 16.5 lac. Contact: 9861012236.: [7, 1318, 152, 1415]
- hostel-headline-2: ନିର୍ମାଣ ପାଇଁ କେନ୍ଦ୍ରର ସ୍ୱତନ୍ତ୍ର ଅନୁଦାନ: [753, 762, 1090, 827]
- ad-code: D-32369: [146, 1221, 176, 1231]
- ad-text: Land building and flat sale & purchase at Bhubaneswar. Contact: 9937022211, 2597979.: [186, 1415, 346, 1479]
- ad-code: D-32250: [146, 2505, 176, 2515]
- zodiac-text: ପରିଶ୍ରମ ଅନୁଯାୟୀ ଫଳ ମିଳିବ। ଛାତ୍ରଛାତ୍ରୀଙ୍କ ପାଇଁ ଭଲ ସମୟ। ପିତାମାତାଙ୍କ ଆଶୀର୍ବାଦ ଲାଭ କରିବେ।: [1155, 263, 1429, 297]
- horoscope-entry: ♌ ସିଂହ: ବିବାଦରୁ ଦୂରେଇ ରୁହନ୍ତୁ। କାର୍ଯ୍ୟକ୍ଷେତ୍ରରେ ସଫଳତା ମିଳିବ। ଆୟ ବୃଦ୍ଧି ହେବ। ଧାର୍ମିକ କାର୍ଯ୍ୟରେ ଯୋଗଦେବେ।: [1113, 392, 1451, 460]
- classified-ad: [372, 1168, 549, 1249]
- ad-code: D-33038: [335, 2235, 365, 2244]
- classified-ad: [553, 453, 734, 566]
- current-life: [740, 41, 861, 727]
- zodiac-name: କନ୍ୟା: [1155, 465, 1187, 480]
- ad-text: Hi-Teck Packers & Movers countrywide service household/car, 9337176600, 9438160148.: [375, 701, 536, 765]
- ad-text: Residential Zone Immediate ପ୍ଲଟ୍ ବିକ୍ରି, Gita College, Kist ପାଖରେ ବିକ୍ରିହେବ, 9439849761.: [7, 1949, 174, 2014]
- ad-code: D-33045: [146, 1512, 176, 1522]
- ad-text: BDA residential plots at Bhubaneswar Khandagiri, near SUM hospital & DAV School, adjacent to 200 sqft. road. 9439175788.: [186, 326, 357, 405]
- ad-code: D-17638: [146, 2376, 176, 2386]
- ad-text: Keralian herbal body massage both ladies & gents. Contact: 9938803275.: [375, 1461, 546, 1508]
- classified-col-3: [372, 323, 549, 2448]
- ad-code: D-25634: [335, 1944, 365, 1953]
- classified-ad: [553, 777, 734, 874]
- ad-code: D-32625: [516, 1898, 546, 1908]
- classified-ad: [183, 1828, 368, 1893]
- hostel-text: ଭୁବନେଶ୍ୱର,୨୨।୨(ବ୍ୟୁରୋ)- ରାଜ୍ୟର ଆଦିବାସୀ ଅଧ୍ୟୁଷିତ ଅଞ୍ଚଳରେ ଶିକ୍ଷାର ବିକାଶ ପାଇଁ ୪୭୮ଟି ନୂଆ ହଷ୍ଟେଲ ନିର୍ମାଣ ପାଇଁ କେନ୍ଦ୍ର ସରକାର ସ୍ୱତନ୍ତ୍ର ଅନୁଦାନ ମଞ୍ଜୁର କରିଛନ୍ତି। ଏହି ହଷ୍ଟେଲଗୁଡ଼ିକରେ ଆଦିବାସୀ ଛାତ୍ରଛାତ୍ରୀମାନେ ରହି ପାଠ ପଢ଼ିପାରିବେ। ପ୍ରତ୍ୟେକ ହଷ୍ଟେଲ ପାଇଁ ନିର୍ଦ୍ଧାରିତ ଅର୍ଥ ଜିଲ୍ଲାପାଳଙ୍କ ମାଧ୍ୟମରେ ବ୍ୟୟ କରାଯିବ। ଅନୁସୂଚିତ ଜାତି ଓ ଜନଜାତି ଉନ୍ନୟନ ବିଭାଗ ପକ୍ଷରୁ ଏନେଇ ସମସ୍ତ ଜିଲ୍ଲାକୁ ନିର୍ଦ୍ଦେଶ ଦିଆଯାଇଛି। ହଷ୍ଟେଲ ନିର୍ମାଣ କାର୍ଯ୍ୟ ଚଳିତ ଆର୍ଥିକ ବର୍ଷରେ ଆରମ୍ଭ ହୋଇ ଦୁଇ ବର୍ଷ ମଧ୍ୟରେ ଶେଷ ହେବାକୁ ଲକ୍ଷ୍ୟ ରଖାଯାଇଛି। ପ୍ରତ୍ୟେକ ହଷ୍ଟେଲରେ ୧୦୦ ଜଣ ଛାତ୍ରଛାତ୍ରୀଙ୍କ ରହିବା ବ୍ୟବସ୍ଥା ହେବ। ଏଥିସହ ପାନୀୟ ଜଳ, ବିଦ୍ୟୁତ ଓ ଶୌଚାଳୟ ସୁବିଧା ମଧ୍ୟ ଯୋଗାଇ ଦିଆଯିବ। କୋରାପୁଟ, ରାୟଗଡ଼ା, ମାଲକାନଗିରି, ନବରଙ୍ଗପୁର, କନ୍ଧମାଳ, ମୟୂରଭଞ୍ଜ, କେନ୍ଦୁଝର ଓ ସୁନ୍ଦରଗଡ଼ ଜିଲ୍ଲାରେ ଅଧିକ ସଂଖ୍ୟକ ହଷ୍ଟେଲ ନିର୍ମାଣ ହେବ। ବିଭାଗୀୟ ମନ୍ତ୍ରୀ ଏହି ପଦକ୍ଷେପକୁ ସ୍ୱାଗତ କରି କହିଛନ୍ତି ଯେ ଏହାଦ୍ୱାରା ଆଦିବାସୀ ଅଞ୍ଚଳରେ ସାକ୍ଷରତା ହାର ବୃଦ୍ଧି ପାଇବ ଏବଂ ଝିଅମାନଙ୍କ ଶିକ୍ଷାକୁ ପ୍ରୋତ୍ସାହନ ମିଳିବ। ନିର୍ମାଣ କାର୍ଯ୍ୟର ଗୁଣବତ୍ତା ଉପରେ କଡ଼ା ନଜର ରଖାଯିବ ବୋଲି ସୂଚନା ମିଳିଛି।: [740, 832, 1103, 1089]
- ad-text: Property, mortgage, agricultural and Industrial project loan above 5 lakhs, available for all over Orissa. Contact: 0674-2540450/ 9439856715.: [375, 2342, 532, 2437]
- section-heading: SALE: [255, 1617, 295, 1635]
- birthday-strip: [4, 41, 734, 221]
- child-photo: [531, 50, 601, 131]
- classified-ad: [4, 1429, 179, 1527]
- classified-ad: [183, 614, 368, 695]
- small-birthday-text: ଜନ୍ମଦିନ ଶୁଭେଚ୍ଛା ସହ ଦୀର୍ଘାୟୁ କାମନା କରୁଛନ୍ତି ବାପା, ମା, ଜେଜେ, ଜେଜେମା ଓ ପରିବାରବର୍ଗ।: [558, 1612, 701, 1645]
- ad-code: D-32919: [516, 2325, 546, 2334]
- page-header: [0, 0, 1460, 33]
- current-life-caption: ସୁଶ୍ରୀ ଲଲିତା ପ୍ରଧାନ ରାଜ୍ୟ ସରକାର ସ୍ୱୀକୃତିପ୍ରାପ୍ତ: [740, 219, 839, 262]
- ad-code: D-32639: [516, 1720, 546, 1729]
- section-heading: LOST: [624, 974, 663, 991]
- ad-text: Personal loan upto 5000/- within 30 minute. Contact: 9583236570.: [556, 229, 702, 276]
- zodiac-name: କର୍କଟ: [1155, 331, 1183, 346]
- ad-text: (ପର୍ସନାଲ/ପ୍ରପର୍ଟି/ପ୍ରୋଜେକ୍ଟ/ଏଗ୍ରିକଲ୍ଚର) @4% ବାର୍ଷିକ ସୁଧ. Natraj Finance Ltd., # 09999753254, 09999753256, 09999753255.: [556, 779, 722, 859]
- ad-text: 3BR duplex at Bomikhal near Ekamra Cinema Hall. Contact: Konark Realtor-9437492755, 9938678117.: [7, 1610, 171, 1674]
- ad-text: Outright plot sale Pitapalli Chhaka sqft. 220/-, Rajadhani Engineering College (Manchesvar) 350/-, Chhatabar Mahavir Engineering College 160/-. 9439006524.: [7, 2392, 174, 2504]
- ad-text: TATA Truck 1613, Euro-1, 2005 in good running condition for sale. Contact owner-9337231697.: [7, 580, 154, 645]
- horoscope-entry: ♊ ମିଥୁନ: ପରିଶ୍ରମ ଅନୁଯାୟୀ ଫଳ ମିଳିବ। ଛାତ୍ରଛାତ୍ରୀଙ୍କ ପାଇଁ ଭଲ ସମୟ। ପିତାମାତାଙ୍କ ଆଶୀର୍ବାଦ ଲାଭ କରିବେ।: [1113, 258, 1451, 325]
- ad-code: D-32920: [516, 2438, 546, 2448]
- ad-code: D-32840: [701, 616, 731, 626]
- zodiac-text: ଅଭିଳଷିତ କାର୍ଯ୍ୟ ସଫଳ ହେବ। ଘରେ ଶୁଭ କାର୍ଯ୍ୟ ଆୟୋଜନ ହେବ। ଧନ ଲାଭ ଯୋଗ।: [1155, 868, 1418, 902]
- ad-code: D-33020: [701, 1392, 731, 1402]
- classified-ad: [372, 1815, 549, 1912]
- ad-code: D-31369: [516, 765, 546, 775]
- baripada-story: [1108, 1417, 1456, 1748]
- classified-ad: [372, 2242, 549, 2340]
- ad-code: D-32623: [335, 1026, 365, 1036]
- ad-text: Decan Packers & Movers household/ car relocations, Countrywide, 9439255512, 9338659299.: [375, 960, 527, 1024]
- ad-text: Ready 2 BHK apartment on sale at KIITS Sqr, with amenities. Contact: 9337272103, 9337125527.: [186, 616, 341, 681]
- classified-ad: [4, 1106, 179, 1236]
